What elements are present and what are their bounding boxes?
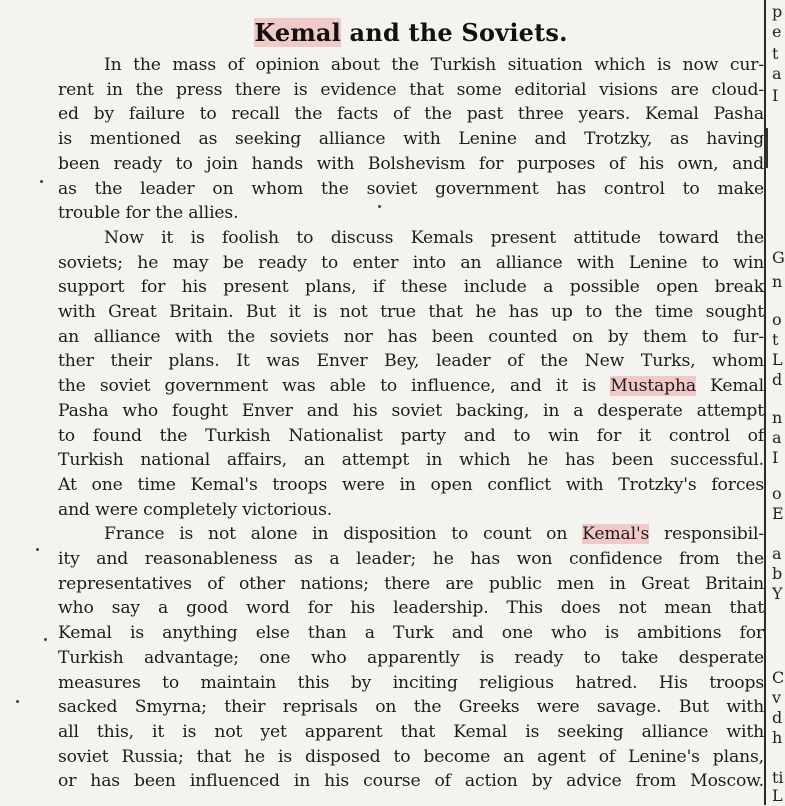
p3-line: ity and reasonableness as a leader; he has won confidence from the (58, 549, 764, 570)
p1-line: been ready to join hands with Bolshevism for purposes of his own, and (58, 153, 764, 174)
title-highlight: Kemal (254, 18, 341, 47)
fragment-letter: n (772, 272, 783, 291)
column-bracket-mark (766, 128, 780, 168)
adjacent-column-fragments (770, 0, 785, 805)
p2-line: Turkish national affairs, an attempt in which he has been successful. (58, 450, 764, 471)
fragment-letter: n (772, 408, 783, 427)
p3-line: who say a good word for his leadership. This does not mean that (58, 598, 764, 619)
p3-line-start: France is not alone in disposition to count on (104, 524, 583, 545)
p2-line: Pasha who fought Enver and his soviet backing, in a desperate attempt (58, 400, 764, 421)
mustapha-highlight: Mustapha (610, 376, 697, 397)
fragment-letter: d (772, 708, 783, 727)
p3-line: or has been influenced in his course of action by advice from Moscow. (58, 771, 764, 792)
fragment-letter: E (772, 504, 784, 523)
p2-line: to found the Turkish Nationalist party and to win for it control of (58, 425, 764, 446)
fragment-letter: Y (772, 584, 783, 603)
fragment-letter: I (772, 86, 779, 105)
p2-line-start: the soviet government was able to influence, and it is (58, 376, 611, 397)
print-speck (44, 638, 47, 641)
p3-line: measures to maintain this by inciting religious hatred. His troops (58, 672, 764, 693)
paragraph-1 (58, 53, 764, 226)
p2-line: an alliance with the soviets nor has been counted on by them to fur- (58, 326, 764, 347)
p2-line: soviets; he may be ready to enter into an alliance with Lenine to win (58, 252, 764, 273)
p1-line: is mentioned as seeking alliance with Lenine and Trotzky, as having (58, 129, 764, 150)
p1-line: ed by failure to recall the facts of the past three years. Kemal Pasha (58, 104, 764, 125)
kemals-highlight: Kemal's (582, 524, 650, 545)
print-speck (40, 180, 43, 183)
fragment-letter: o (772, 310, 782, 329)
p3-line: sacked Smyrna; their reprisals on the Greeks were savage. But with (58, 697, 764, 718)
p1-line: as the leader on whom the soviet government has control to make (58, 178, 764, 199)
p3-line: soviet Russia; that he is disposed to become an agent of Lenine's plans, (58, 746, 764, 767)
fragment-letter: e (772, 22, 782, 41)
p3-line: Turkish advantage; one who apparently is ready to take desperate (58, 647, 764, 668)
print-speck (36, 548, 39, 551)
fragment-letter: t (772, 44, 779, 63)
editorial-article (58, 14, 764, 794)
p2-line: support for his present plans, if these include a possible open break (58, 277, 764, 298)
p2-line: with Great Britain. But it is not true that he has up to the time sought (58, 302, 764, 323)
fragment-letter: b (772, 564, 783, 583)
p3-line: Kemal is anything else than a Turk and one who is ambitions for (58, 623, 764, 644)
fragment-letter: G (772, 248, 785, 267)
fragment-letter: v (772, 688, 782, 707)
fragment-letter: ti (772, 768, 784, 787)
p2-line: Now it is foolish to discuss Kemals present attitude toward the (104, 227, 764, 248)
fragment-letter: L (772, 786, 783, 805)
p3-line-end: responsibil- (649, 524, 765, 545)
p1-line: In the mass of opinion about the Turkish situation which is now cur- (104, 55, 764, 75)
paragraph-3 (58, 522, 764, 794)
p3-line: representatives of other nations; there are public men in Great Britain (58, 573, 764, 594)
fragment-letter: a (772, 544, 782, 563)
column-rule (764, 0, 766, 805)
print-speck (378, 205, 381, 208)
p3-first-line (58, 522, 764, 547)
fragment-letter: C (772, 668, 785, 687)
p2-line: and were completely victorious. (58, 499, 333, 520)
p1-line: rent in the press there is evidence that some editorial visions are cloud- (58, 79, 764, 100)
fragment-letter: I (772, 448, 779, 467)
fragment-letter: a (772, 64, 782, 83)
print-speck (16, 700, 19, 703)
p2-line: At one time Kemal's troops were in open conflict with Trotzky's forces (58, 474, 764, 495)
p2-line: ther their plans. It was Enver Bey, leader of the New Turks, whom (58, 351, 764, 372)
p1-line: trouble for the allies. (58, 203, 239, 224)
paragraph-2 (58, 226, 764, 522)
article-title (58, 18, 764, 47)
p3-line: all this, it is not yet apparent that Kemal is seeking alliance with (58, 721, 764, 742)
title-rest: and the Soviets. (340, 18, 568, 47)
fragment-letter: a (772, 428, 782, 447)
fragment-letter: o (772, 484, 782, 503)
fragment-letter: p (772, 2, 783, 21)
p2-line-end: Kemal (696, 376, 765, 397)
fragment-letter: h (772, 728, 783, 747)
p2-line-with-highlight (58, 374, 764, 399)
fragment-letter: d (772, 370, 783, 389)
fragment-letter: t (772, 330, 779, 349)
fragment-letter: L (772, 350, 783, 369)
